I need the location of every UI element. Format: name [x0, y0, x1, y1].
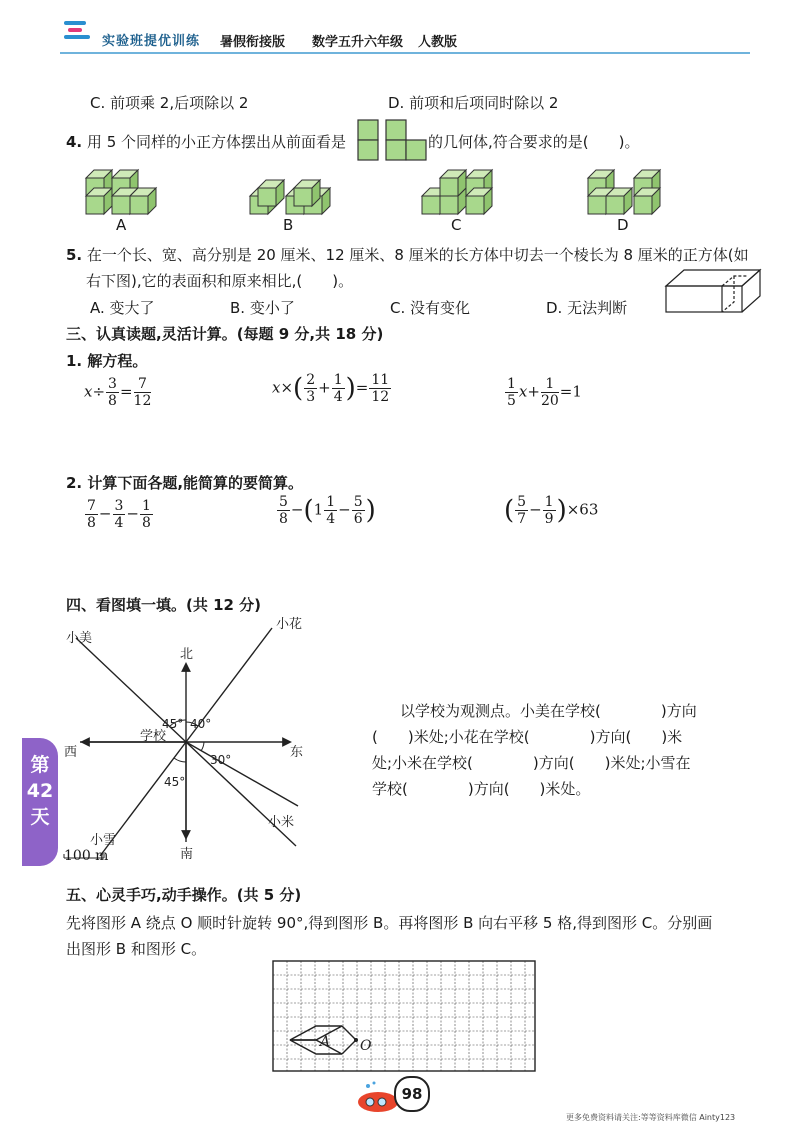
fill-line-2: ( )米处;小花在学校( )方向( )米 [372, 728, 683, 746]
section-3-part2-title: 2. 计算下面各题,能简算的要简算。 [66, 474, 304, 492]
question-5-text: 在一个长、宽、高分别是 20 厘米、12 厘米、8 厘米的长方体中切去一个棱长为 8 厘米的正方体(如 [86, 246, 749, 264]
day-tab-char-2: 天 [30, 806, 50, 828]
section-5-line1: 先将图形 A 绕点 O 顺时针旋转 90°,得到图形 B。再将图形 B 向右平移 5 格,得到图形 C。分别画 [66, 914, 713, 932]
equation-1-var: x [84, 382, 93, 401]
fill-line-3: 处;小米在学校( )方向( )米处;小雪在 [372, 754, 691, 772]
label-north: 北 [180, 647, 194, 662]
option-b-figure [250, 180, 330, 214]
series-logo-icon [62, 18, 92, 42]
section-4-title: 四、看图填一填。(共 12 分) [66, 596, 262, 614]
label-angle-45-top: 45° [162, 717, 184, 731]
header-rule [60, 52, 750, 54]
day-tab-char-1: 第 [30, 754, 50, 776]
label-angle-45-bottom: 45° [164, 775, 186, 789]
option-a-label: A [116, 216, 127, 234]
grid-canvas [272, 960, 536, 1072]
calc-2: $\frac{5}{8}$ −(1 $\frac{1}{4}$ − $\frac{5}{6}$ ) [279, 494, 376, 527]
question-5-line1 [66, 244, 749, 265]
fill-line-1: 以学校为观测点。小美在学校( )方向 [400, 702, 697, 720]
point-o-label: O [360, 1038, 372, 1054]
section-5-line2: 出图形 B 和图形 C。 [66, 940, 207, 958]
section-3-title: 三、认真读题,灵活计算。(每题 9 分,共 18 分) [66, 325, 384, 343]
equation-2-frac3: $\frac{11}{12}$ [371, 372, 390, 405]
option-d-prev: D. 前项和后项同时除以 2 [388, 94, 559, 112]
calc-3-tail: ×63 [566, 500, 599, 519]
calc-1: $\frac{7}{8}$ − $\frac{3}{4}$ − $\frac{1}{8}$ [87, 498, 151, 531]
equation-2-plus: + [318, 378, 331, 397]
equation-2-frac2: $\frac{1}{4}$ [333, 372, 343, 405]
section-3-part1-title: 1. 解方程。 [66, 352, 148, 370]
equation-2-equals: = [355, 378, 369, 397]
equation-1-frac2: $\frac{7}{12}$ [133, 376, 152, 409]
label-angle-30: 30° [210, 753, 232, 767]
calc-2-whole: 1 [313, 500, 324, 519]
fill-line-4: 学校( )方向( )米处。 [372, 780, 591, 798]
equation-3-var: x [518, 382, 528, 401]
question-5-line2: 右下图),它的表面积和原来相比,( )。 [86, 272, 354, 290]
option-b-label: B [283, 216, 294, 234]
cuboid-cut-figure [664, 266, 764, 316]
label-west: 西 [64, 745, 78, 760]
page-number: 98 [394, 1076, 430, 1112]
question-5-option-a: A. 变大了 [90, 299, 155, 317]
question-4-text: 用 5 个同样的小正方体摆出从前面看是 [86, 133, 347, 151]
equation-3 [504, 376, 582, 409]
shape-a-label: A [320, 1034, 331, 1050]
equation-1 [84, 376, 152, 409]
grid-lines [273, 961, 535, 1071]
label-east: 东 [290, 745, 304, 760]
shape-a [290, 1026, 342, 1040]
equation-3-frac2: $\frac{1}{20}$ [540, 376, 559, 409]
day-tab-number: 42 [26, 780, 54, 802]
header-edition: 暑假衔接版 [220, 35, 286, 50]
label-xiaomi: 小米 [268, 815, 295, 830]
label-angle-40: 40° [190, 717, 212, 731]
header-publisher: 人教版 [418, 35, 458, 50]
question-5-option-d: D. 无法判断 [546, 299, 628, 317]
front-view-figure [356, 118, 428, 162]
option-d-figure [588, 170, 660, 214]
question-4-number: 4. [66, 133, 83, 151]
footer-note: 更多免费资料请关注:等等资料库微信 Ainty123 [566, 1113, 736, 1122]
option-c-label: C [451, 216, 462, 234]
label-school: 学校 [140, 729, 167, 744]
label-xiaomei: 小美 [66, 631, 93, 646]
option-c-figure [422, 170, 492, 214]
label-south: 南 [180, 847, 194, 862]
header-subject: 数学五升六年级 [312, 35, 404, 50]
option-c-prev: C. 前项乘 2,后项除以 2 [90, 94, 249, 112]
question-4-option-figures [80, 160, 700, 224]
equation-2-frac1: $\frac{2}{3}$ [306, 372, 316, 405]
option-d-label: D [617, 216, 629, 234]
shape-a-lower [290, 1040, 342, 1054]
question-4-text-after: 的几何体,符合要求的是( )。 [428, 133, 640, 151]
equation-1-op: ÷ [92, 382, 106, 401]
label-xiaoxue: 小雪 [90, 833, 117, 848]
direction-diagram [60, 612, 330, 870]
option-a-figure [86, 170, 156, 214]
equation-3-rhs: =1 [559, 382, 582, 401]
equation-1-frac1: $\frac{3}{8}$ [108, 376, 117, 409]
equation-2-op: × [280, 378, 294, 397]
equation-1-equals: = [119, 382, 133, 401]
section-5-title: 五、心灵手巧,动手操作。(共 5 分) [66, 886, 302, 904]
question-5-number: 5. [66, 246, 83, 264]
label-xiaohua: 小花 [276, 617, 303, 632]
day-tab [22, 738, 58, 866]
equation-3-frac1: $\frac{1}{5}$ [507, 376, 516, 409]
calc-3: ( $\frac{5}{7}$ − $\frac{1}{9}$ )×63 [504, 494, 599, 527]
question-5-option-c: C. 没有变化 [390, 299, 471, 317]
equation-2: x×( $\frac{2}{3}$ + $\frac{1}{4}$ )= $\frac{11}{12}$ [272, 372, 390, 405]
series-brand: 实验班提优训练 [102, 34, 201, 49]
question-5-option-b: B. 变小了 [230, 299, 295, 317]
equation-2-var: x [272, 378, 281, 397]
question-4 [66, 131, 346, 152]
scale-label: 100 m [64, 848, 109, 864]
equation-3-plus: + [527, 382, 540, 401]
